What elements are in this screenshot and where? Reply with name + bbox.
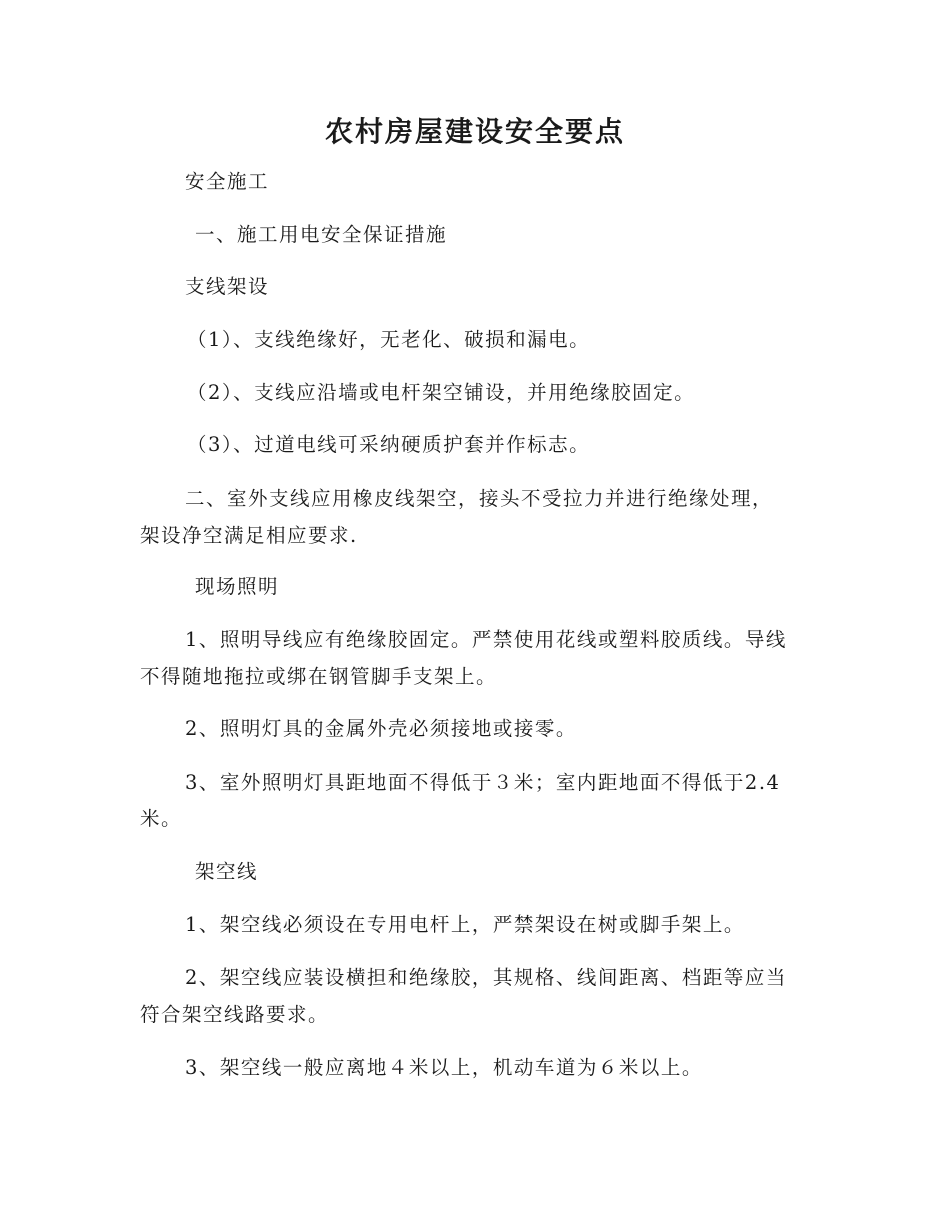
paragraph-lighting-1-cont: 不得随地拖拉或绑在钢管脚手支架上。 xyxy=(140,665,498,688)
paragraph-overhead-3: 3、架空线一般应离地４米以上，机动车道为６米以上。 xyxy=(185,1056,703,1079)
subheading-site-lighting: 现场照明 xyxy=(195,575,280,598)
subheading-overhead-lines: 架空线 xyxy=(195,860,259,883)
paragraph-lighting-2: 2、照明灯具的金属外壳必须接地或接零。 xyxy=(185,717,577,740)
paragraph-overhead-1: 1、架空线必须设在专用电杆上，严禁架设在树或脚手架上。 xyxy=(185,913,745,936)
paragraph-item-1: （1）、支线绝缘好，无老化、破损和漏电。 xyxy=(187,328,591,351)
paragraph-item-3: （3）、过道电线可采纳硬质护套并作标志。 xyxy=(187,433,591,456)
paragraph-overhead-2-cont: 符合架空线路要求。 xyxy=(140,1003,330,1026)
paragraph-outdoor-lines-cont: 架设净空满足相应要求. xyxy=(140,524,358,547)
section-heading-safe-construction: 安全施工 xyxy=(185,170,270,193)
section-heading-electricity-measures: 一、施工用电安全保证措施 xyxy=(195,223,448,246)
subheading-branch-lines: 支线架设 xyxy=(185,275,270,298)
paragraph-outdoor-lines: 二、室外支线应用橡皮线架空，接头不受拉力并进行绝缘处理， xyxy=(185,487,774,510)
paragraph-lighting-3: 3、室外照明灯具距地面不得低于３米；室内距地面不得低于2.4 xyxy=(185,771,781,794)
paragraph-item-2: （2）、支线应沿墙或电杆架空铺设，并用绝缘胶固定。 xyxy=(187,381,696,404)
document-title: 农村房屋建设安全要点 xyxy=(324,115,625,148)
paragraph-lighting-1: 1、照明导线应有绝缘胶固定。严禁使用花线或塑料胶质线。导线 xyxy=(185,628,787,651)
paragraph-lighting-3-cont: 米。 xyxy=(140,807,183,830)
paragraph-overhead-2: 2、架空线应装设横担和绝缘胶，其规格、线间距离、档距等应当 xyxy=(185,966,787,989)
